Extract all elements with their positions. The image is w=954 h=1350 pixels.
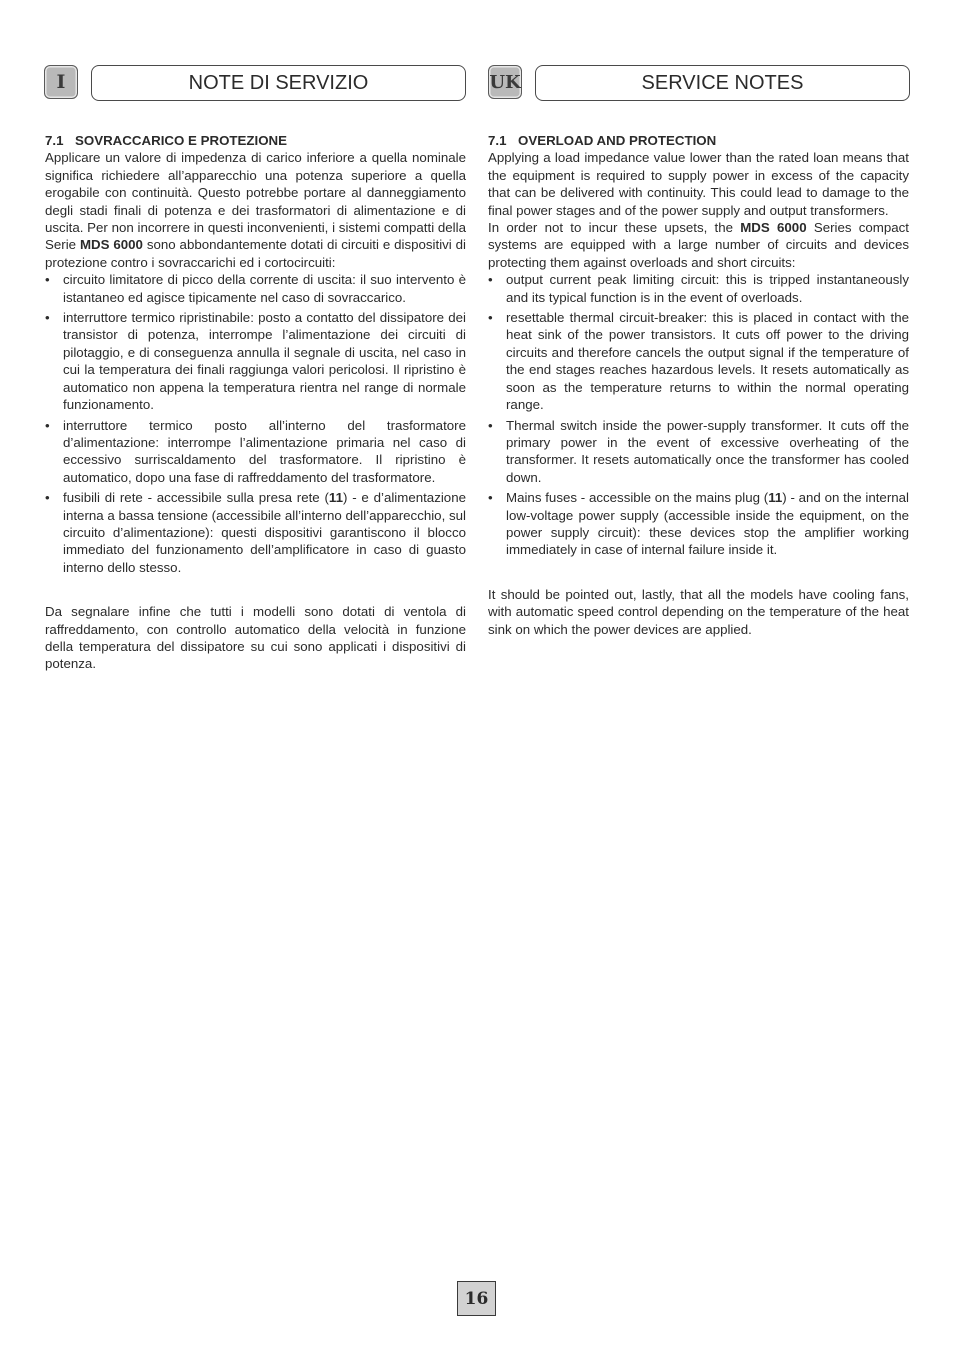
intro-paragraph: Applying a load impedance value lower than the rated loan means that the equipment is required to supply power in excess of the capacity that can be delivered with continuity. This could lead to damage to the final power stages and of the power supply and output transformers. (488, 150, 909, 218)
list-item: • resettable thermal circuit-breaker: this is placed in contact with the heat sink of the power transistors. It cuts off power to the driving circuits and therefore cancels the output signal if the temperature of the end stages reaches hazardous levels. It resets automatically as soon as the temperature returns to within the normal operating range. (488, 309, 909, 413)
closing-paragraph: It should be pointed out, lastly, that all the models have cooling fans, with automatic speed control depending on the temperature of the heat sink on which the power devices are applied. (488, 586, 909, 637)
section-heading-italian (45, 132, 466, 149)
list-item (45, 489, 466, 576)
section-title: OVERLOAD AND PROTECTION (518, 133, 717, 148)
protection-list-english (488, 271, 909, 559)
language-badge-italian: I (44, 65, 78, 99)
list-item: • interruttore termico ripristinabile: posto a contatto del dissipatore dei transistor di potenza, interrompe l’alimentazione dei circuiti di pilotaggio, e di conseguenza annulla il segnale di uscita, nel caso in cui la temperatura dei finali raggiunga valori pericolosi. Il ripristino è automatico non appena la temperatura rientra nel range di normale funzionamento. (45, 309, 466, 413)
fuse-text: Mains fuses - accessible on the mains plug ( (506, 490, 769, 506)
intro-paragraph-2 (488, 219, 909, 271)
fuse-reference: 11 (768, 490, 783, 506)
page-title-italian: NOTE DI SERVIZIO (91, 65, 466, 101)
fuse-text-continued: ) - and on the internal low-voltage power supply (accessible inside the equipment, on the power supply circuit): these devices stop the amplifier working immediately in case of internal failure inside it. (506, 490, 909, 558)
model-name: MDS 6000 (79, 237, 143, 253)
intro-paragraph (45, 149, 466, 271)
fuse-reference: 11 (328, 490, 343, 506)
fuse-text-continued: ) - e d’alimentazione interna a bassa tensione (accessibile all’interno dell’apparecchio, sul circuito d’alimentazione): questi dispositivi garantiscono il blocco immediato del funzionamento dell’amplificatore in caso di guasto interno dello stesso. (63, 490, 466, 575)
page-title-english: SERVICE NOTES (535, 65, 910, 101)
list-item: • output current peak limiting circuit: this is tripped instantaneously and its typical function is in the event of overloads. (488, 271, 909, 306)
list-item (488, 489, 909, 559)
intro-text: Applicare un valore di impedenza di carico inferiore a quella nominale significa richiedere all’apparecchio una potenza superiore a quella erogabile con continuità. Questo potrebbe portare al danneggiamento degli stadi finali di potenza e dei trasformatori di alimentazione e di uscita. Per non incorrere in questi inconvenienti, i sistemi compatti della Serie (45, 150, 466, 253)
intro-text-continued: sono abbondantemente dotati di circuiti e dispositivi di protezione contro i sovraccarichi ed i cortocircuiti: (45, 237, 466, 270)
fuse-text: fusibili di rete - accessibile sulla presa rete ( (63, 490, 329, 506)
intro-text-continued: Series compact systems are equipped with a large number of circuits and devices protecting them against overloads and short circuits: (488, 220, 909, 270)
english-column (488, 132, 909, 638)
section-number: 7.1 (45, 133, 64, 148)
section-number: 7.1 (488, 133, 507, 148)
protection-list-italian (45, 271, 466, 576)
list-item: • circuito limitatore di picco della corrente di uscita: il suo intervento è istantaneo ed agisce tipicamente nel caso di sovraccarico. (45, 271, 466, 306)
closing-paragraph: Da segnalare infine che tutti i modelli sono dotati di ventola di raffreddamento, con controllo automatico della velocità in funzione della temperatura del dissipatore su cui sono applicati i dispositivi di potenza. (45, 604, 466, 672)
model-name: MDS 6000 (740, 220, 807, 236)
language-badge-uk: UK (488, 65, 522, 99)
section-heading-english (488, 132, 909, 149)
list-item: • Thermal switch inside the power-supply transformer. It cuts off the primary power in the event of excessive overheating of the transformer. It resets automatically once the transformer has cooled down. (488, 417, 909, 487)
page-number: 16 (457, 1281, 496, 1316)
list-item: • interruttore termico posto all’interno del trasformatore d’alimentazione: interrompe l’alimentazione primaria nel caso di eccessivo surriscaldamento del trasformatore. Il ripristino è automatico, dopo una fase di raffreddamento del trasformatore. (45, 417, 466, 487)
section-title: SOVRACCARICO E PROTEZIONE (75, 133, 288, 148)
italian-column (45, 132, 466, 673)
intro-text: In order not to incur these upsets, the (488, 220, 741, 236)
